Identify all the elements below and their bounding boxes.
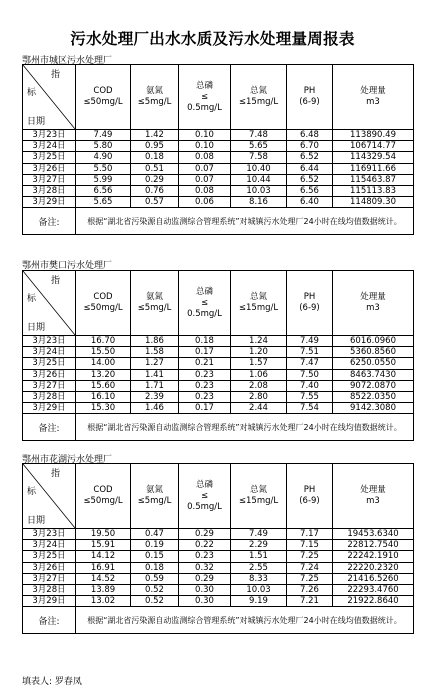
table-row: [23, 529, 414, 540]
cod-cell: 16.10: [76, 391, 131, 402]
cod-cell: 5.80: [76, 141, 131, 152]
table-row: [23, 174, 414, 185]
ph-cell: 6.44: [287, 163, 333, 174]
date-cell: 3月29日: [23, 596, 76, 607]
nitrogen-cell: 8.33: [231, 573, 287, 584]
flow-cell: 22220.2320: [333, 562, 414, 573]
ph-cell: 7.50: [287, 369, 333, 380]
indicator-header: 指: [51, 469, 61, 479]
water-quality-table: [22, 64, 414, 235]
cod-cell: 14.00: [76, 358, 131, 369]
table-row: [23, 584, 414, 595]
flow-cell: 113890.49: [333, 130, 414, 141]
table-row: [23, 163, 414, 174]
note-label: 备注:: [23, 208, 76, 235]
ammonia-cell: 0.52: [131, 584, 179, 595]
note-text: 根据“湖北省污染源自动监测综合管理系统”对城镇污水处理厂24小时在线均值数据统计。: [76, 414, 414, 441]
flow-cell: 22293.4760: [333, 584, 414, 595]
date-cell: 3月24日: [23, 347, 76, 358]
flow-cell: 5360.8560: [333, 347, 414, 358]
phosphorus-cell: 0.30: [179, 584, 231, 595]
ph-cell: 6.70: [287, 141, 333, 152]
phosphorus-cell: 0.29: [179, 573, 231, 584]
flow-cell: 114329.54: [333, 152, 414, 163]
ph-cell: 7.15: [287, 540, 333, 551]
cod-cell: 14.12: [76, 551, 131, 562]
header-row: [23, 271, 414, 336]
ph-cell: 6.40: [287, 197, 333, 208]
nitrogen-cell: 7.48: [231, 130, 287, 141]
table-row: [23, 369, 414, 380]
table-row: [23, 358, 414, 369]
ammonia-cell: 0.76: [131, 185, 179, 196]
phosphorus-cell: 0.08: [179, 185, 231, 196]
note-text: 根据“湖北省污染源自动监测综合管理系统”对城镇污水处理厂24小时在线均值数据统计。: [76, 607, 414, 634]
cod-cell: 5.50: [76, 163, 131, 174]
table-row: [23, 403, 414, 414]
phosphorus-cell: 0.10: [179, 130, 231, 141]
cod-cell: 7.49: [76, 130, 131, 141]
phosphorus-cell: 0.22: [179, 540, 231, 551]
ammonia-cell: 1.41: [131, 369, 179, 380]
phosphorus-header: 总磷 ≤ 0.5mg/L: [179, 271, 231, 336]
phosphorus-cell: 0.23: [179, 380, 231, 391]
header-row: [23, 464, 414, 529]
flow-cell: 22812.7540: [333, 540, 414, 551]
phosphorus-cell: 0.29: [179, 529, 231, 540]
nitrogen-cell: 2.55: [231, 562, 287, 573]
ph-cell: 7.49: [287, 336, 333, 347]
diagonal-header-cell: [23, 65, 76, 130]
date-cell: 3月27日: [23, 573, 76, 584]
cod-cell: 16.70: [76, 336, 131, 347]
nitrogen-cell: 2.08: [231, 380, 287, 391]
note-row: [23, 208, 414, 235]
phosphorus-cell: 0.30: [179, 596, 231, 607]
plant-name: 鄂州市樊口污水处理厂: [22, 261, 113, 271]
ammonia-cell: 0.95: [131, 141, 179, 152]
ph-header: PH (6-9): [287, 65, 333, 130]
cod-cell: 19.50: [76, 529, 131, 540]
cod-cell: 15.60: [76, 380, 131, 391]
ph-cell: 7.25: [287, 573, 333, 584]
table-row: [23, 347, 414, 358]
ammonia-cell: 1.71: [131, 380, 179, 391]
flow-cell: 8463.7430: [333, 369, 414, 380]
ammonia-cell: 0.59: [131, 573, 179, 584]
nitrogen-header: 总氮 ≤15mg/L: [231, 464, 287, 529]
diagonal-header-cell: [23, 271, 76, 336]
diagonal-header-cell: [23, 464, 76, 529]
table-row: [23, 551, 414, 562]
flow-cell: 114809.30: [333, 197, 414, 208]
cod-cell: 15.91: [76, 540, 131, 551]
nitrogen-cell: 10.03: [231, 185, 287, 196]
date-cell: 3月25日: [23, 551, 76, 562]
flow-header: 处理量 m3: [333, 464, 414, 529]
ph-cell: 7.26: [287, 584, 333, 595]
reporter-line: 填表人: 罗春凤: [22, 677, 82, 687]
ph-cell: 6.48: [287, 130, 333, 141]
cod-header: COD ≤50mg/L: [76, 65, 131, 130]
date-cell: 3月25日: [23, 358, 76, 369]
phosphorus-header: 总磷 ≤ 0.5mg/L: [179, 65, 231, 130]
flow-cell: 8522.0350: [333, 391, 414, 402]
cod-cell: 15.30: [76, 403, 131, 414]
flow-cell: 115463.87: [333, 174, 414, 185]
indicator-header-2: 标: [27, 487, 37, 497]
cod-cell: 13.89: [76, 584, 131, 595]
ammonia-header: 氨氮 ≤5mg/L: [131, 271, 179, 336]
date-cell: 3月25日: [23, 152, 76, 163]
table-row: [23, 141, 414, 152]
flow-cell: 9072.0870: [333, 380, 414, 391]
date-cell: 3月28日: [23, 185, 76, 196]
flow-header: 处理量 m3: [333, 65, 414, 130]
ammonia-cell: 0.51: [131, 163, 179, 174]
ph-cell: 7.17: [287, 529, 333, 540]
date-cell: 3月26日: [23, 369, 76, 380]
flow-cell: 22242.1910: [333, 551, 414, 562]
report-title: 污水处理厂出水水质及污水处理量周报表: [70, 29, 355, 48]
phosphorus-cell: 0.17: [179, 403, 231, 414]
ammonia-cell: 1.27: [131, 358, 179, 369]
ammonia-cell: 1.58: [131, 347, 179, 358]
note-label: 备注:: [23, 414, 76, 441]
nitrogen-cell: 2.44: [231, 403, 287, 414]
cod-cell: 16.91: [76, 562, 131, 573]
ph-cell: 7.25: [287, 551, 333, 562]
date-header: 日期: [27, 117, 46, 127]
ph-cell: 6.56: [287, 185, 333, 196]
nitrogen-cell: 2.29: [231, 540, 287, 551]
flow-header: 处理量 m3: [333, 271, 414, 336]
flow-cell: 21922.8640: [333, 596, 414, 607]
ph-cell: 7.21: [287, 596, 333, 607]
ammonia-cell: 1.46: [131, 403, 179, 414]
nitrogen-cell: 1.24: [231, 336, 287, 347]
ammonia-cell: 0.47: [131, 529, 179, 540]
table-row: [23, 391, 414, 402]
table-row: [23, 336, 414, 347]
flow-cell: 9142.3080: [333, 403, 414, 414]
note-label: 备注:: [23, 607, 76, 634]
ph-cell: 7.51: [287, 347, 333, 358]
ammonia-cell: 0.29: [131, 174, 179, 185]
nitrogen-cell: 8.16: [231, 197, 287, 208]
date-cell: 3月24日: [23, 540, 76, 551]
date-cell: 3月24日: [23, 141, 76, 152]
flow-cell: 6016.0960: [333, 336, 414, 347]
nitrogen-cell: 1.06: [231, 369, 287, 380]
ph-header: PH (6-9): [287, 271, 333, 336]
phosphorus-header: 总磷 ≤ 0.5mg/L: [179, 464, 231, 529]
nitrogen-cell: 10.40: [231, 163, 287, 174]
ammonia-cell: 0.19: [131, 540, 179, 551]
cod-cell: 5.65: [76, 197, 131, 208]
nitrogen-cell: 7.49: [231, 529, 287, 540]
nitrogen-cell: 1.51: [231, 551, 287, 562]
table-row: [23, 152, 414, 163]
plant-name: 鄂州市花湖污水处理厂: [22, 455, 113, 465]
header-row: [23, 65, 414, 130]
date-cell: 3月28日: [23, 584, 76, 595]
cod-cell: 13.20: [76, 369, 131, 380]
ph-cell: 7.40: [287, 380, 333, 391]
cod-header: COD ≤50mg/L: [76, 464, 131, 529]
ammonia-cell: 1.42: [131, 130, 179, 141]
flow-cell: 106714.77: [333, 141, 414, 152]
table-row: [23, 573, 414, 584]
phosphorus-cell: 0.08: [179, 152, 231, 163]
phosphorus-cell: 0.23: [179, 391, 231, 402]
cod-cell: 5.99: [76, 174, 131, 185]
indicator-header-2: 标: [27, 294, 37, 304]
plant-name: 鄂州市城区污水处理厂: [22, 56, 113, 66]
table-row: [23, 596, 414, 607]
flow-cell: 6250.0550: [333, 358, 414, 369]
ammonia-cell: 1.86: [131, 336, 179, 347]
ammonia-header: 氨氮 ≤5mg/L: [131, 464, 179, 529]
note-row: [23, 607, 414, 634]
phosphorus-cell: 0.32: [179, 562, 231, 573]
phosphorus-cell: 0.06: [179, 197, 231, 208]
ammonia-cell: 2.39: [131, 391, 179, 402]
date-cell: 3月26日: [23, 562, 76, 573]
cod-cell: 6.56: [76, 185, 131, 196]
nitrogen-cell: 10.44: [231, 174, 287, 185]
cod-cell: 14.52: [76, 573, 131, 584]
indicator-header-2: 标: [27, 88, 37, 98]
nitrogen-cell: 10.03: [231, 584, 287, 595]
date-cell: 3月29日: [23, 197, 76, 208]
nitrogen-header: 总氮 ≤15mg/L: [231, 65, 287, 130]
water-quality-table: [22, 463, 414, 634]
flow-cell: 21416.5260: [333, 573, 414, 584]
phosphorus-cell: 0.10: [179, 141, 231, 152]
nitrogen-cell: 9.19: [231, 596, 287, 607]
date-cell: 3月28日: [23, 391, 76, 402]
note-row: [23, 414, 414, 441]
flow-cell: 115113.83: [333, 185, 414, 196]
date-cell: 3月23日: [23, 336, 76, 347]
nitrogen-cell: 1.57: [231, 358, 287, 369]
date-cell: 3月23日: [23, 130, 76, 141]
ammonia-cell: 0.57: [131, 197, 179, 208]
nitrogen-header: 总氮 ≤15mg/L: [231, 271, 287, 336]
date-cell: 3月26日: [23, 163, 76, 174]
ammonia-header: 氨氮 ≤5mg/L: [131, 65, 179, 130]
phosphorus-cell: 0.23: [179, 551, 231, 562]
cod-header: COD ≤50mg/L: [76, 271, 131, 336]
date-header: 日期: [27, 323, 46, 333]
note-text: 根据“湖北省污染源自动监测综合管理系统”对城镇污水处理厂24小时在线均值数据统计。: [76, 208, 414, 235]
table-row: [23, 562, 414, 573]
phosphorus-cell: 0.17: [179, 347, 231, 358]
water-quality-table: [22, 270, 414, 441]
cod-cell: 4.90: [76, 152, 131, 163]
ammonia-cell: 0.52: [131, 596, 179, 607]
date-cell: 3月23日: [23, 529, 76, 540]
cod-cell: 15.50: [76, 347, 131, 358]
flow-cell: 19453.6340: [333, 529, 414, 540]
nitrogen-cell: 5.65: [231, 141, 287, 152]
date-cell: 3月27日: [23, 174, 76, 185]
indicator-header: 指: [51, 276, 61, 286]
ph-cell: 7.24: [287, 562, 333, 573]
ammonia-cell: 0.15: [131, 551, 179, 562]
phosphorus-cell: 0.07: [179, 163, 231, 174]
table-row: [23, 130, 414, 141]
flow-cell: 116911.66: [333, 163, 414, 174]
phosphorus-cell: 0.07: [179, 174, 231, 185]
nitrogen-cell: 7.58: [231, 152, 287, 163]
table-row: [23, 185, 414, 196]
nitrogen-cell: 1.20: [231, 347, 287, 358]
cod-cell: 13.02: [76, 596, 131, 607]
ammonia-cell: 0.18: [131, 152, 179, 163]
phosphorus-cell: 0.18: [179, 336, 231, 347]
phosphorus-cell: 0.21: [179, 358, 231, 369]
date-header: 日期: [27, 516, 46, 526]
date-cell: 3月27日: [23, 380, 76, 391]
ammonia-cell: 0.18: [131, 562, 179, 573]
nitrogen-cell: 2.80: [231, 391, 287, 402]
ph-cell: 7.47: [287, 358, 333, 369]
table-row: [23, 197, 414, 208]
table-row: [23, 380, 414, 391]
ph-header: PH (6-9): [287, 464, 333, 529]
ph-cell: 6.52: [287, 174, 333, 185]
phosphorus-cell: 0.23: [179, 369, 231, 380]
ph-cell: 7.54: [287, 403, 333, 414]
ph-cell: 6.52: [287, 152, 333, 163]
ph-cell: 7.55: [287, 391, 333, 402]
date-cell: 3月29日: [23, 403, 76, 414]
indicator-header: 指: [51, 70, 61, 80]
table-row: [23, 540, 414, 551]
